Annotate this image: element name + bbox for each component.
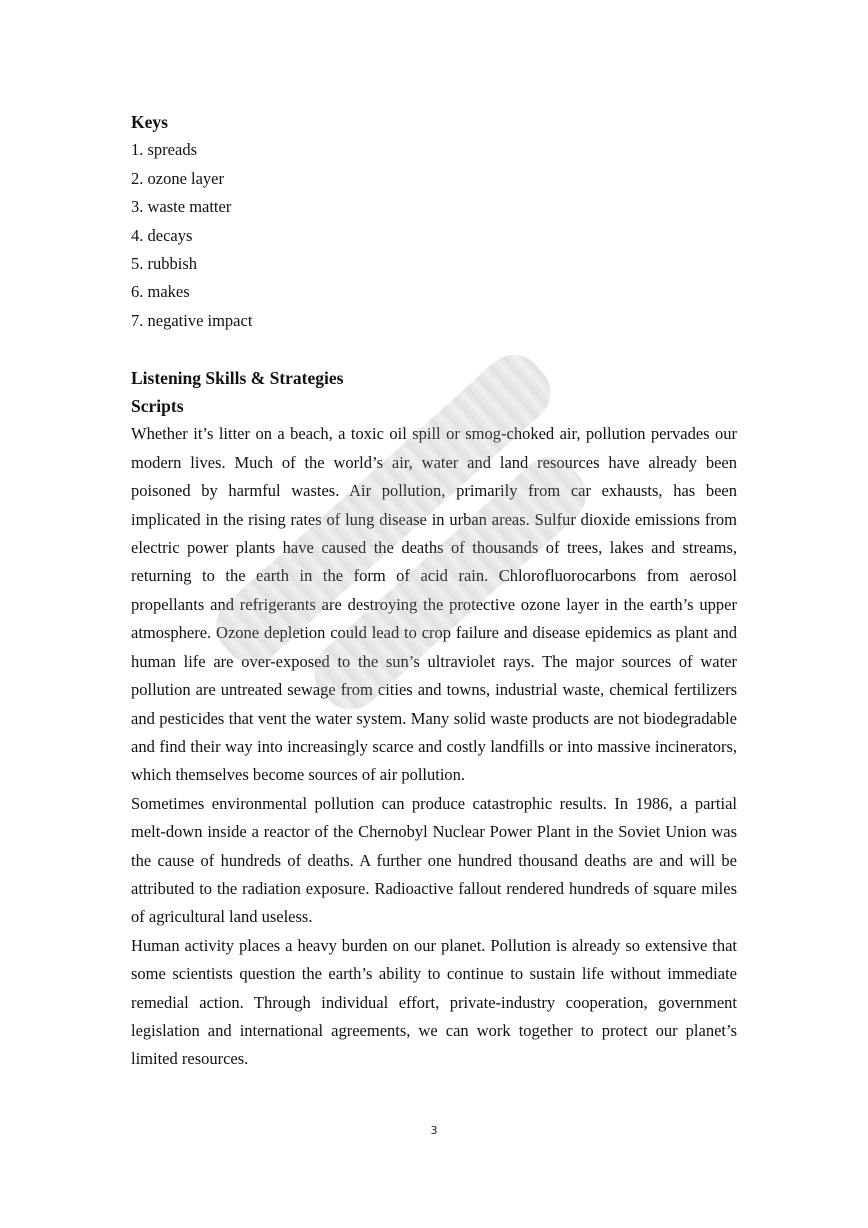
scripts-heading: Scripts: [131, 396, 184, 417]
script-paragraph: Sometimes environmental pollution can produce catastrophic results. In 1986, a partial melt-down inside a reactor of the Chernobyl Nuclear Power Plant in the Soviet Union was the cause of hundreds of deaths. A further one hundred thousand deaths are and will be attributed to the radiation exposure. Radioactive fallout rendered hundreds of square miles of agricultural land useless.: [131, 793, 737, 927]
page-number: 3: [430, 1124, 438, 1137]
keys-list: [131, 136, 737, 335]
key-item: 7. negative impact: [131, 310, 253, 330]
section-spacer: [131, 335, 737, 363]
key-item: 2. ozone layer: [131, 168, 224, 188]
script-paragraph: Whether it’s litter on a beach, a toxic oil spill or smog-choked air, pollution pervades our modern lives. Much of the world’s air, water and land resources have already been poisoned by harmful wastes. Air pollution, primarily from car exhausts, has been implicated in the rising rates of lung disease in urban areas. Sulfur dioxide emissions from electric power plants have caused the deaths of thousands of trees, lakes and streams, returning to the earth in the form of acid rain. Chlorofluorocarbons from aerosol propellants and refrigerants are destroying the protective ozone layer in the earth’s upper atmosphere. Ozone depletion could lead to crop failure and disease epidemics as plant and human life are over-exposed to the sun’s ultraviolet rays. The major sources of water pollution are untreated sewage from cities and towns, industrial waste, chemical fertilizers and pesticides that vent the water system. Many solid waste products are not biodegradable and find their way into increasingly scarce and costly landfills or into massive incinerators, which themselves become sources of air pollution.: [131, 424, 737, 785]
document-page: [131, 108, 737, 1074]
keys-heading: Keys: [131, 112, 168, 132]
script-paragraph: Human activity places a heavy burden on our planet. Pollution is already so extensive that some scientists question the earth’s ability to continue to sustain life without immediate remedial action. Through individual effort, private-industry cooperation, government legislation and international agreements, we can work together to protect our planet’s limited resources.: [131, 935, 737, 1069]
listening-heading: Listening Skills & Strategies: [131, 367, 344, 388]
key-item: 4. decays: [131, 225, 193, 245]
key-item: 3. waste matter: [131, 197, 232, 217]
key-item: 6. makes: [131, 282, 190, 302]
key-item: 5. rubbish: [131, 254, 197, 274]
key-item: 1. spreads: [131, 140, 197, 160]
